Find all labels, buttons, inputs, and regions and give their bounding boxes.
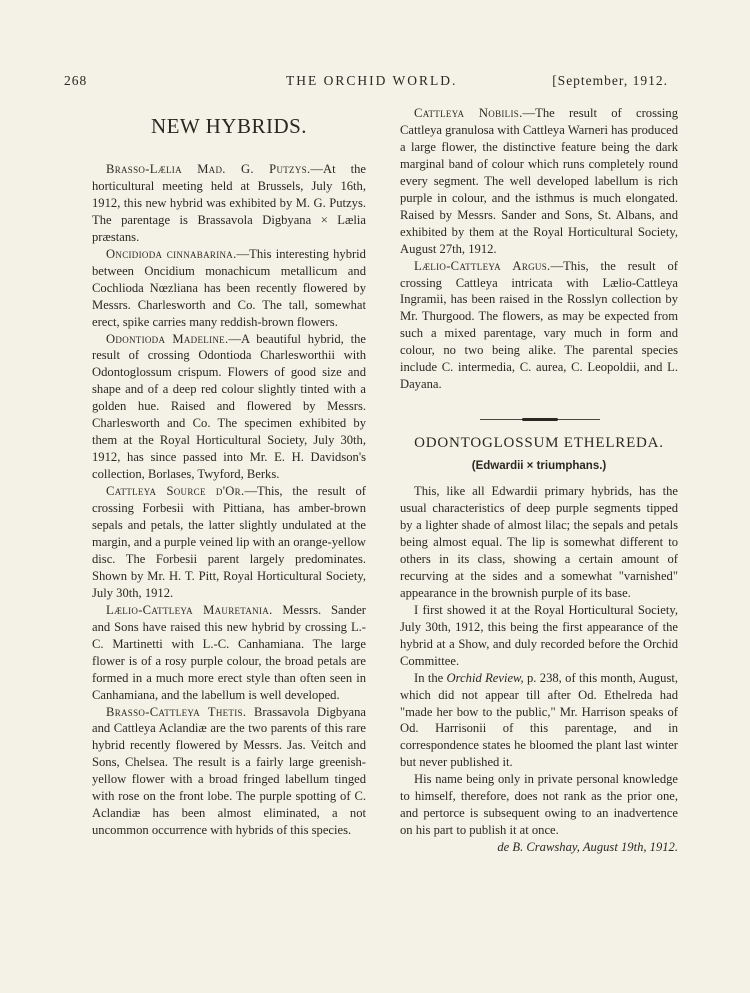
hybrid-name: Lælio-Cattleya Mauretania. <box>106 602 273 617</box>
section-divider <box>400 413 678 427</box>
hybrid-description: —This, the result of crossing Cattleya intricata with Lælio-Cattleya Ingramii, has been raised in the Rosslyn collection by Mr. Thurgood. The flowers, as may be expected from such a mixed parentage, vary much in form and colour, no two being alike. The parental species include C. intermedia, C. aurea, C. Leopoldii, and L. Dayana. <box>400 258 679 392</box>
article-paragraph: I first showed it at the Royal Horticultural Society, July 30th, 1912, this being the first appearance of the hybrid at a Show, and duly recorded before the Orchid Committee. <box>400 602 678 668</box>
hybrid-name: Brasso-Cattleya Thetis. <box>106 704 247 719</box>
hybrid-entry <box>92 331 366 484</box>
section-title: NEW HYBRIDS. <box>150 114 308 138</box>
hybrid-entry <box>92 704 366 840</box>
hybrid-description: —The result of crossing Cattleya granulosa with Cattleya Warneri has produced a large flower, the distinctive feature being the dark marginal band of colour which runs completely round every segment. The well developed labellum is rich purple in colour, and the isthmus is much elongated. Raised by Messrs. Sander and Sons, St. Albans, and exhibited by them at the Royal Horticultural Society, August 27th, 1912. <box>400 106 678 256</box>
hybrid-description: —This interesting hybrid between Oncidium monachicum metallicum and Cochlioda Nœzliana has been recently flowered by Messrs. Charlesworth and Co. The tall, somewhat erect, spike carries many reddish-brown flowers. <box>92 246 366 329</box>
hybrid-description: —This, the result of crossing Forbesii with Pittiana, has amber-brown sepals and petals, the latter slightly undulated at the margin, and a purple veined lip with an orange-yellow disc. The Forbesii parent largely predominates. Shown by Mr. H. T. Pitt, Royal Horticultural Society, July 30th, 1912. <box>92 484 366 600</box>
divider-swell <box>522 418 558 421</box>
page-number: 268 <box>64 73 88 88</box>
right-column <box>400 105 678 856</box>
hybrid-name: Odontioda Madeline. <box>106 331 229 346</box>
hybrid-description: Brassavola Digbyana and Cattleya Aclandiæ are the two parents of this rare hybrid recently flowered by Messrs. Jas. Veitch and Sons, Chelsea. The result is a fairly large greenish-yellow flower with a broad fringed labellum tinged with rose on the front lobe. The purple spotting of C. Aclandiæ has been almost eliminated, a not uncommon occurrence with hybrids of this species. <box>92 704 366 838</box>
journal-title: THE ORCHID WORLD. <box>286 73 458 88</box>
author-signature: de B. Crawshay, August 19th, 1912. <box>497 840 678 855</box>
hybrid-name: Oncidioda cinnabarina. <box>106 246 237 261</box>
hybrid-entry <box>92 602 366 704</box>
hybrid-entry <box>400 258 678 394</box>
hybrid-entry <box>92 161 366 246</box>
hybrid-name: Cattleya Source d'Or. <box>106 484 245 499</box>
hybrid-name: Lælio-Cattleya Argus. <box>414 258 551 273</box>
hybrid-entry <box>92 246 366 331</box>
article-paragraph: His name being only in private personal knowledge to himself, therefore, does not rank as the prior one, and pertorce is subsequent owing to an inadvertence on his part to publish it at once. <box>400 772 678 838</box>
article-paragraph <box>400 670 678 772</box>
paragraph-text: In the <box>414 670 447 685</box>
article-paragraph: This, like all Edwardii primary hybrids, has the usual characteristics of deep purple segments tipped by a lighter shade of almost lilac; the sepals and petals being almost equal. The lip is somewhat different to others in its class, showing a certain amount of recurving at the sides and a somewhat "varnished" appearance in the brownish purple of its base. <box>400 484 678 600</box>
issue-date: [September, 1912. <box>552 73 668 88</box>
hybrid-description: Messrs. Sander and Sons have raised this new hybrid by crossing L.-C. Martinetti with L.-C. Canhamiana. The large flower is of a rosy purple colour, the broad petals are formed in a much more erect style than often seen in Canhamiana, and the labellum is well developed. <box>92 602 366 702</box>
hybrid-description: —A beautiful hybrid, the result of crossing Odontioda Charlesworthii with Odontoglossum crispum. Flowers of good size and shape and of a deep red colour slightly tinted with a golden hue. Raised and flowered by Messrs. Charlesworth and Co. The specimen exhibited by them at the Royal Horticultural Society, July 30th, 1912, has since passed into Mr. E. H. Davidson's collection, Borlases, Twyford, Berks. <box>92 331 366 482</box>
left-column <box>92 105 366 839</box>
hybrid-name: Cattleya Nobilis. <box>414 106 523 120</box>
article-title: ODONTOGLOSSUM ETHELREDA. <box>414 435 664 452</box>
running-head <box>64 73 668 93</box>
hybrid-name: Brasso-Lælia Mad. G. Putzys. <box>106 162 311 176</box>
paragraph-text: p. 238, of this month, August, which did not appear till after Od. Ethelreda had "made her bow to the public," Mr. Harrison speaks of Od. Harrisonii of this parentage, and in correspondence states he bloomed the plant last winter but never published it. <box>400 670 678 770</box>
hybrid-description: —At the horticultural meeting held at Brussels, July 16th, 1912, this new hybrid was exhibited by M. G. Putzys. The parentage is Brassavola Digbyana × Lælia præstans. <box>92 162 366 244</box>
hybrid-entry <box>400 105 678 258</box>
article-subtitle: (Edwardii × triumphans.) <box>471 460 607 473</box>
hybrid-entry <box>92 483 366 602</box>
publication-title: Orchid Review, <box>446 670 524 685</box>
